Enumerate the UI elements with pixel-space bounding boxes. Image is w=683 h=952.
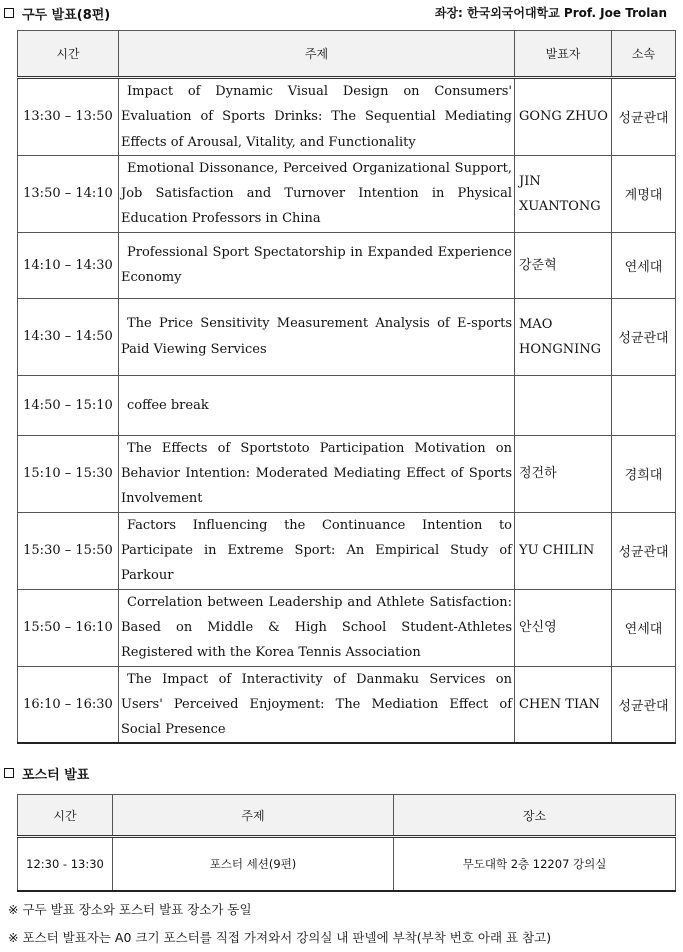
checkbox-bullet-icon — [4, 768, 14, 778]
presenter-cell: YU CHILIN — [515, 512, 612, 589]
time-cell: 14:30 – 14:50 — [18, 298, 119, 375]
poster-header-topic: 주제 — [113, 795, 394, 837]
affiliation-cell — [612, 375, 676, 435]
affiliation-cell: 성균관대 — [612, 512, 676, 589]
poster-topic: 포스터 세션(9편) — [113, 837, 394, 892]
presenter-cell: GONG ZHUO — [515, 78, 612, 156]
poster-time: 12:30 - 13:30 — [18, 837, 113, 892]
poster-header-time: 시간 — [18, 795, 113, 837]
affiliation-cell: 성균관대 — [612, 298, 676, 375]
oral-heading-text: 구두 발표(8편) — [22, 7, 111, 23]
time-cell: 14:10 – 14:30 — [18, 232, 119, 298]
oral-row — [18, 155, 676, 232]
note-poster-instructions: ※ 포스터 발표자는 A0 크기 포스터를 직접 가져와서 강의실 내 판넬에 부착(부착 번호 아래 표 참고) — [8, 930, 552, 945]
affiliation-cell: 성균관대 — [612, 78, 676, 156]
affiliation-cell: 계명대 — [612, 155, 676, 232]
poster-row — [18, 837, 676, 892]
header-affiliation: 소속 — [612, 31, 676, 78]
poster-schedule-table — [17, 794, 676, 892]
oral-row — [18, 232, 676, 298]
time-cell: 14:50 – 15:10 — [18, 375, 119, 435]
topic-cell: Impact of Dynamic Visual Design on Consumers' Evaluation of Sports Drinks: The Sequential Mediating Effects of Arousal, Vitality, and Functionality — [119, 78, 515, 156]
oral-row — [18, 512, 676, 589]
oral-row — [18, 589, 676, 666]
topic-cell: coffee break — [119, 375, 515, 435]
header-time: 시간 — [18, 31, 119, 78]
topic-cell: Correlation between Leadership and Athlete Satisfaction: Based on Middle & High School Student-Athletes Registered with the Korea Tennis Association — [119, 589, 515, 666]
poster-section-heading — [4, 762, 89, 784]
topic-cell: Professional Sport Spectatorship in Expanded Experience Economy — [119, 232, 515, 298]
poster-heading-text: 포스터 발표 — [22, 767, 90, 783]
affiliation-cell: 경희대 — [612, 435, 676, 512]
oral-row — [18, 375, 676, 435]
poster-venue: 무도대학 2층 12207 강의실 — [394, 837, 676, 892]
presenter-cell: JIN XUANTONG — [515, 155, 612, 232]
oral-row — [18, 435, 676, 512]
time-cell: 13:30 – 13:50 — [18, 78, 119, 156]
affiliation-cell: 연세대 — [612, 589, 676, 666]
presenter-cell: 정건하 — [515, 435, 612, 512]
header-presenter: 발표자 — [515, 31, 612, 78]
poster-header-venue: 장소 — [394, 795, 676, 837]
chair-info: 좌장: 한국외국어대학교 Prof. Joe Trolan — [434, 6, 667, 20]
poster-header-row — [18, 795, 676, 837]
time-cell: 15:10 – 15:30 — [18, 435, 119, 512]
presenter-cell: MAO HONGNING — [515, 298, 612, 375]
presenter-cell: 안신영 — [515, 589, 612, 666]
presenter-cell: CHEN TIAN — [515, 666, 612, 743]
note-same-venue: ※ 구두 발표 장소와 포스터 발표 장소가 동일 — [8, 902, 252, 917]
presenter-cell — [515, 375, 612, 435]
topic-cell: The Impact of Interactivity of Danmaku Services on Users' Perceived Enjoyment: The Mediation Effect of Social Presence — [119, 666, 515, 743]
checkbox-bullet-icon — [4, 8, 14, 18]
header-topic: 주제 — [119, 31, 515, 78]
time-cell: 15:50 – 16:10 — [18, 589, 119, 666]
time-cell: 16:10 – 16:30 — [18, 666, 119, 743]
topic-cell: Emotional Dissonance, Perceived Organizational Support, Job Satisfaction and Turnover Intention in Physical Education Professors in China — [119, 155, 515, 232]
topic-cell: The Price Sensitivity Measurement Analysis of E-sports Paid Viewing Services — [119, 298, 515, 375]
affiliation-cell: 연세대 — [612, 232, 676, 298]
time-cell: 15:30 – 15:50 — [18, 512, 119, 589]
oral-section-heading — [4, 2, 110, 24]
time-cell: 13:50 – 14:10 — [18, 155, 119, 232]
topic-cell: Factors Influencing the Continuance Intention to Participate in Extreme Sport: An Empirical Study of Parkour — [119, 512, 515, 589]
oral-schedule-table — [17, 30, 676, 744]
oral-header-row — [18, 31, 676, 78]
oral-row — [18, 666, 676, 743]
affiliation-cell: 성균관대 — [612, 666, 676, 743]
oral-row — [18, 78, 676, 156]
presenter-cell: 강준혁 — [515, 232, 612, 298]
oral-row — [18, 298, 676, 375]
topic-cell: The Effects of Sportstoto Participation Motivation on Behavior Intention: Moderated Mediating Effect of Sports Involvement — [119, 435, 515, 512]
